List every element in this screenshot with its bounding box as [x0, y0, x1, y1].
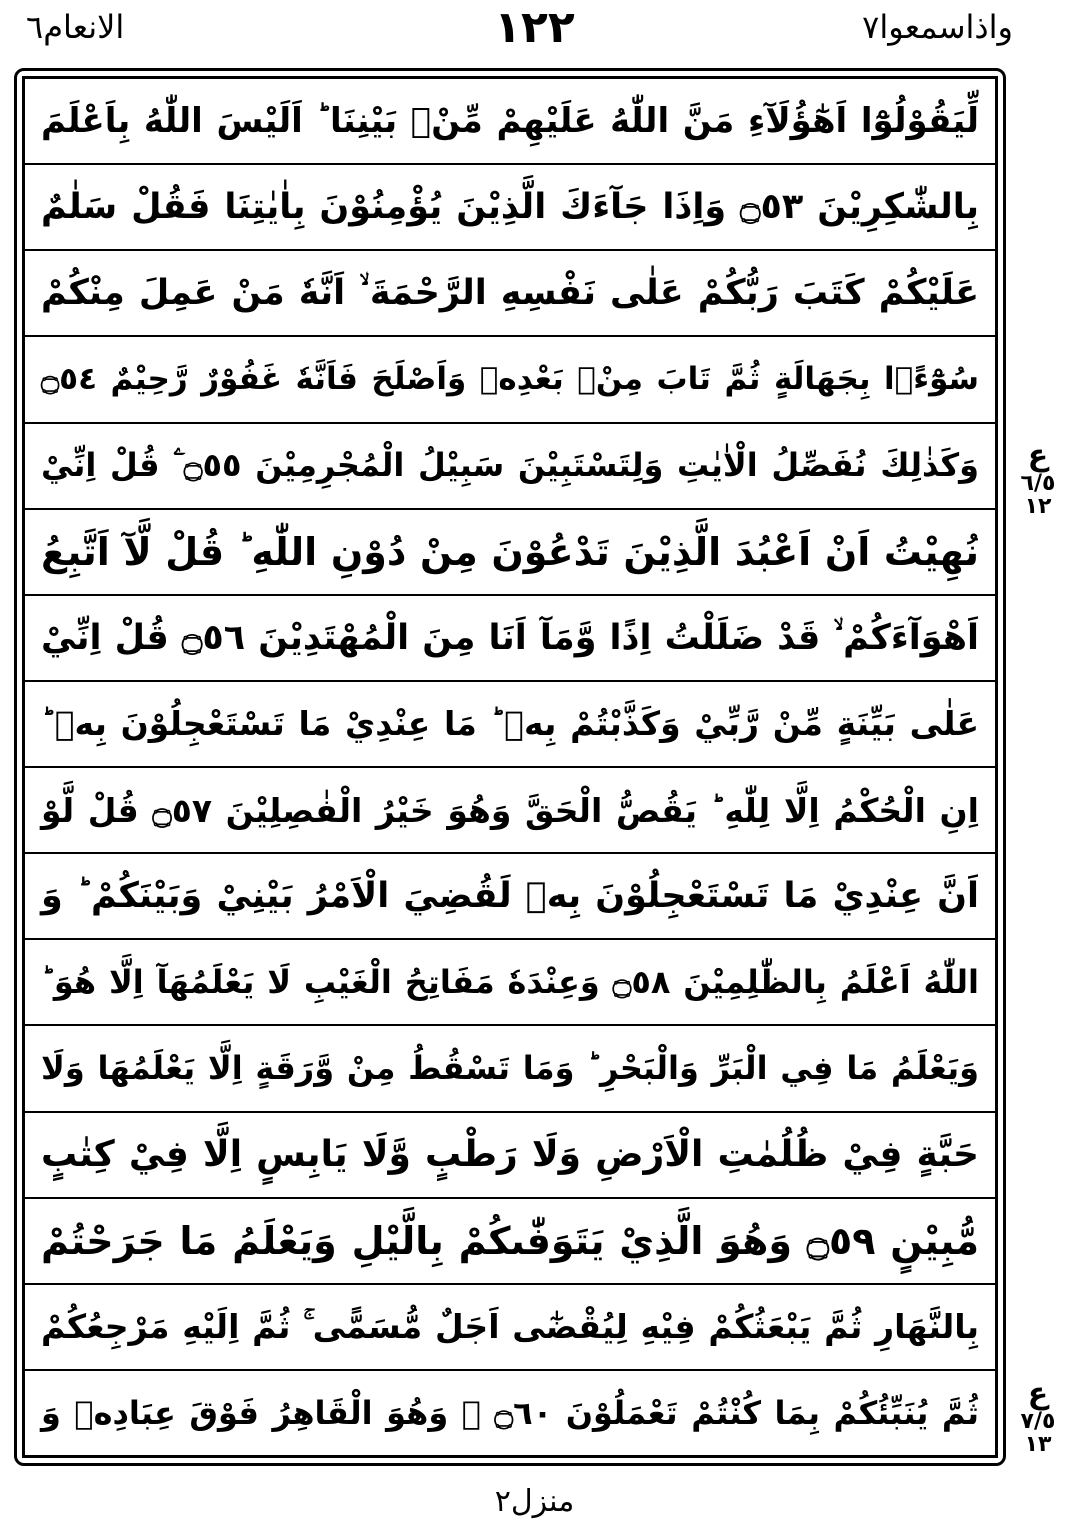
line-text: نُهِيْتُ اَنْ اَعْبُدَ الَّذِيْنَ تَدْعُوْنَ مِنْ دُوْنِ اللّٰهِ ؕ قُلْ لَّآ اَتَّبِعُ [41, 529, 979, 574]
ruku-number: ٧/٥ [1020, 1408, 1056, 1434]
text-line [25, 424, 995, 510]
line-text: اَنَّ عِنْدِيْ مَا تَسْتَعْجِلُوْنَ بِهٖ لَقُضِيَ الْاَمْرُ بَيْنِيْ وَبَيْنَكُمْ ؕ وَ [41, 876, 979, 917]
text-line [25, 337, 995, 423]
text-line [25, 768, 995, 854]
ruku-marker [1016, 1378, 1060, 1456]
text-line [25, 1113, 995, 1199]
line-text: اِنِ الْحُكْمُ اِلَّا لِلّٰهِ ؕ يَقُصُّ الْحَقَّ وَهُوَ خَيْرُ الْفٰصِلِيْنَ ۝٥٧ قُلْ لَّوْ [41, 790, 979, 830]
surah-name: الانعام٦ [26, 8, 125, 46]
line-text: اللّٰهُ اَعْلَمُ بِالظّٰلِمِيْنَ ۝٥٨ وَعِنْدَهٗ مَفَاتِحُ الْغَيْبِ لَا يَعْلَمُهَآ اِلَّا هُوَ ؕ [41, 963, 980, 1002]
text-line [25, 854, 995, 940]
line-text: بِالشّٰكِرِيْنَ ۝٥٣ وَاِذَا جَآءَكَ الَّذِيْنَ يُؤْمِنُوْنَ بِاٰيٰتِنَا فَقُلْ سَلٰمٌ [41, 187, 979, 228]
text-line [25, 940, 995, 1026]
line-text: بِالنَّهَارِ ثُمَّ يَبْعَثُكُمْ فِيْهِ لِيُقْضٰٓى اَجَلٌ مُّسَمًّى ۚ ثُمَّ اِلَيْهِ مَرْجِعُكُمْ [41, 1306, 979, 1346]
line-text: سُوْٓءًۢا بِجَهَالَةٍ ثُمَّ تَابَ مِنْۢ بَعْدِهٖ وَاَصْلَحَ فَاَنَّهٗ غَفُوْرٌ رَّحِيْمٌ ۝٥٤ [41, 361, 979, 398]
text-line [25, 1285, 995, 1371]
text-line [25, 79, 995, 165]
line-text: عَلٰى بَيِّنَةٍ مِّنْ رَّبِّيْ وَكَذَّبْتُمْ بِهٖ ؕ مَا عِنْدِيْ مَا تَسْتَعْجِلُوْنَ بِهٖ ؕ [41, 704, 979, 744]
juz-name: واذاسمعوا٧ [862, 8, 1013, 46]
line-text: لِّيَقُوْلُوْٓا اَهٰٓؤُلَآءِ مَنَّ اللّٰهُ عَلَيْهِمْ مِّنْۢ بَيْنِنَا ؕ اَلَيْسَ اللّٰهُ بِاَعْلَمَ [41, 101, 979, 142]
line-text: عَلَيْكُمْ كَتَبَ رَبُّكُمْ عَلٰى نَفْسِهِ الرَّحْمَةَ ۙ اَنَّهٗ مَنْ عَمِلَ مِنْكُمْ [41, 273, 979, 314]
ruku-number: ٦/٥ [1020, 470, 1056, 496]
text-block [25, 79, 995, 1455]
text-line [25, 510, 995, 596]
ruku-marker [1016, 440, 1060, 518]
line-text: ثُمَّ يُنَبِّئُكُمْ بِمَا كُنْتُمْ تَعْمَلُوْنَ ۝٦٠ ۧ وَهُوَ الْقَاهِرُ فَوْقَ عِبَادِهٖ وَ [41, 1393, 980, 1432]
text-line [25, 165, 995, 251]
text-line [25, 251, 995, 337]
ruku-symbol: ع [1027, 438, 1049, 473]
ruku-sub: ١٢ [1024, 493, 1052, 519]
ruku-symbol: ع [1027, 1376, 1049, 1411]
manzil-label: منزل٢ [494, 1484, 575, 1519]
line-text: وَيَعْلَمُ مَا فِي الْبَرِّ وَالْبَحْرِ ؕ وَمَا تَسْقُطُ مِنْ وَّرَقَةٍ اِلَّا يَعْلَمُهَا وَلَا [41, 1049, 979, 1088]
line-text: مُّبِيْنٍ ۝٥٩ وَهُوَ الَّذِيْ يَتَوَفّٰىكُمْ بِالَّيْلِ وَيَعْلَمُ مَا جَرَحْتُمْ [41, 1218, 979, 1263]
text-line [25, 682, 995, 768]
text-line [25, 1371, 995, 1455]
ruku-sub: ١٣ [1024, 1431, 1052, 1457]
line-text: وَكَذٰلِكَ نُفَصِّلُ الْاٰيٰتِ وَلِتَسْتَبِيْنَ سَبِيْلُ الْمُجْرِمِيْنَ ۝٥٥ ۧ قُلْ اِنِّيْ [41, 446, 979, 485]
page-header [0, 0, 1069, 64]
page-number: ١٢٢ [494, 2, 575, 53]
line-text: اَهْوَآءَكُمْ ۙ قَدْ ضَلَلْتُ اِذًا وَّمَآ اَنَا مِنَ الْمُهْتَدِيْنَ ۝٥٦ قُلْ اِنِّيْ [41, 617, 979, 658]
text-line [25, 1026, 995, 1112]
text-line [25, 1199, 995, 1285]
line-text: حَبَّةٍ فِيْ ظُلُمٰتِ الْاَرْضِ وَلَا رَطْبٍ وَّلَا يَابِسٍ اِلَّا فِيْ كِتٰبٍ [41, 1134, 979, 1176]
text-line [25, 596, 995, 682]
